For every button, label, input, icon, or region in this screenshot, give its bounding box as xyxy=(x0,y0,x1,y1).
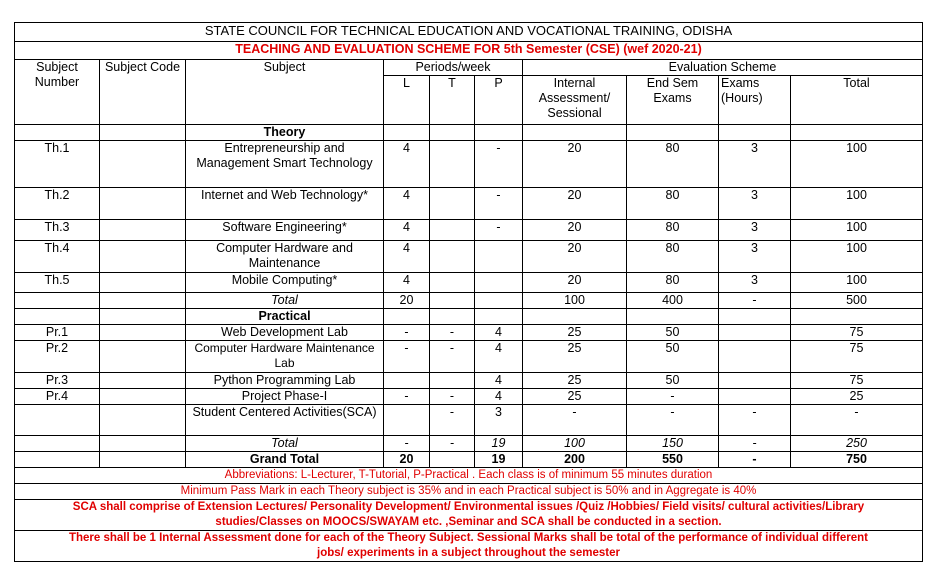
table-cell xyxy=(475,125,523,141)
table-cell: 3 xyxy=(719,220,791,241)
table-cell xyxy=(100,452,186,468)
teaching-evaluation-scheme-table xyxy=(14,22,923,562)
col-total: Total xyxy=(791,76,923,125)
table-cell: Total xyxy=(186,293,384,309)
table-cell xyxy=(627,309,719,325)
table-cell xyxy=(430,220,475,241)
table-cell xyxy=(791,309,923,325)
table-cell xyxy=(100,141,186,188)
table-cell: 75 xyxy=(791,325,923,341)
table-cell: 25 xyxy=(523,373,627,389)
table-cell: 20 xyxy=(523,241,627,273)
table-cell: - xyxy=(719,405,791,436)
table-cell xyxy=(719,309,791,325)
table-cell xyxy=(430,188,475,220)
table-cell xyxy=(15,405,100,436)
table-cell xyxy=(100,373,186,389)
table-cell xyxy=(627,125,719,141)
table-cell xyxy=(15,293,100,309)
col-subject-code: Subject Code xyxy=(100,60,186,125)
table-cell xyxy=(719,341,791,373)
table-row xyxy=(15,241,923,273)
theory-total-row xyxy=(15,293,923,309)
table-cell: 4 xyxy=(384,141,430,188)
subject-cell: Computer Hardware Maintenance Lab xyxy=(186,341,384,373)
table-cell: 4 xyxy=(384,273,430,293)
table-cell: - xyxy=(430,325,475,341)
table-cell: 20 xyxy=(523,273,627,293)
table-cell: - xyxy=(475,220,523,241)
table-cell: Th.3 xyxy=(15,220,100,241)
table-cell: 25 xyxy=(791,389,923,405)
col-end-sem: End Sem Exams xyxy=(627,76,719,125)
subject-cell: Entrepreneurship and Management Smart Technology xyxy=(186,141,384,188)
table-cell: Grand Total xyxy=(186,452,384,468)
practical-total-row xyxy=(15,436,923,452)
table-cell: 4 xyxy=(475,341,523,373)
table-cell: 100 xyxy=(791,188,923,220)
table-cell: 200 xyxy=(523,452,627,468)
table-cell: 4 xyxy=(384,241,430,273)
table-cell xyxy=(430,241,475,273)
table-cell: 80 xyxy=(627,273,719,293)
col-t: T xyxy=(430,76,475,125)
subject-cell: Internet and Web Technology* xyxy=(186,188,384,220)
table-cell: 100 xyxy=(791,141,923,188)
table-cell: - xyxy=(384,389,430,405)
table-row xyxy=(15,373,923,389)
table-cell xyxy=(100,188,186,220)
table-cell: 4 xyxy=(475,389,523,405)
table-cell: 3 xyxy=(719,241,791,273)
subject-cell: Python Programming Lab xyxy=(186,373,384,389)
col-internal-assessment: Internal Assessment/ Sessional xyxy=(523,76,627,125)
table-cell: - xyxy=(719,293,791,309)
table-cell: 750 xyxy=(791,452,923,468)
table-cell xyxy=(430,373,475,389)
table-cell xyxy=(384,125,430,141)
table-cell xyxy=(430,273,475,293)
table-cell xyxy=(475,309,523,325)
table-cell: - xyxy=(627,389,719,405)
table-cell xyxy=(100,220,186,241)
table-cell: Pr.3 xyxy=(15,373,100,389)
col-subject-number: Subject Number xyxy=(15,60,100,125)
table-cell xyxy=(430,293,475,309)
table-cell xyxy=(100,241,186,273)
table-cell: 75 xyxy=(791,341,923,373)
sca-note xyxy=(15,500,923,531)
table-cell: 20 xyxy=(384,293,430,309)
table-cell xyxy=(719,389,791,405)
table-cell xyxy=(100,273,186,293)
table-cell xyxy=(523,125,627,141)
col-exams-hours: Exams (Hours) xyxy=(719,76,791,125)
table-cell: 100 xyxy=(791,220,923,241)
table-cell xyxy=(100,436,186,452)
table-cell: 20 xyxy=(384,452,430,468)
table-cell: Th.4 xyxy=(15,241,100,273)
table-cell: 250 xyxy=(791,436,923,452)
table-cell: - xyxy=(719,436,791,452)
table-cell: 25 xyxy=(523,341,627,373)
theory-heading: Theory xyxy=(186,125,384,141)
subject-cell: Web Development Lab xyxy=(186,325,384,341)
table-cell: 20 xyxy=(523,141,627,188)
subject-cell: Mobile Computing* xyxy=(186,273,384,293)
note-line: jobs/ experiments in a subject throughout the semester xyxy=(317,547,620,559)
table-cell: 80 xyxy=(627,241,719,273)
table-cell: 100 xyxy=(523,436,627,452)
table-cell xyxy=(100,309,186,325)
pass-mark-note: Minimum Pass Mark in each Theory subject is 35% and in each Practical subject is 50% and in Aggregate is 40% xyxy=(15,484,923,500)
table-cell xyxy=(475,241,523,273)
table-cell: Th.2 xyxy=(15,188,100,220)
table-cell xyxy=(100,341,186,373)
table-cell xyxy=(15,452,100,468)
table-cell: 3 xyxy=(719,188,791,220)
table-cell: Th.1 xyxy=(15,141,100,188)
table-cell: 550 xyxy=(627,452,719,468)
table-cell xyxy=(430,125,475,141)
table-cell: 25 xyxy=(523,389,627,405)
table-cell xyxy=(100,405,186,436)
table-cell: 50 xyxy=(627,373,719,389)
table-cell: Pr.4 xyxy=(15,389,100,405)
table-cell: - xyxy=(791,405,923,436)
table-cell: - xyxy=(430,405,475,436)
table-cell: 19 xyxy=(475,436,523,452)
table-cell: 50 xyxy=(627,341,719,373)
subject-cell: Student Centered Activities(SCA) xyxy=(186,405,384,436)
table-cell: 400 xyxy=(627,293,719,309)
subject-cell: Project Phase-I xyxy=(186,389,384,405)
council-title: STATE COUNCIL FOR TECHNICAL EDUCATION AND VOCATIONAL TRAINING, ODISHA xyxy=(15,23,923,42)
table-cell: 20 xyxy=(523,188,627,220)
table-cell xyxy=(475,273,523,293)
table-cell xyxy=(100,293,186,309)
col-evaluation-scheme: Evaluation Scheme xyxy=(523,60,923,76)
table-cell xyxy=(384,309,430,325)
table-cell: 100 xyxy=(791,241,923,273)
table-cell: - xyxy=(384,436,430,452)
table-cell: Th.5 xyxy=(15,273,100,293)
table-cell xyxy=(430,309,475,325)
subject-cell: Software Engineering* xyxy=(186,220,384,241)
table-row xyxy=(15,220,923,241)
table-cell: - xyxy=(430,341,475,373)
table-cell xyxy=(523,309,627,325)
subject-cell: Computer Hardware and Maintenance xyxy=(186,241,384,273)
table-cell: 20 xyxy=(523,220,627,241)
internal-assessment-note xyxy=(15,531,923,562)
table-cell xyxy=(430,452,475,468)
table-cell xyxy=(384,373,430,389)
table-cell xyxy=(15,309,100,325)
practical-heading: Practical xyxy=(186,309,384,325)
table-row xyxy=(15,188,923,220)
table-row xyxy=(15,141,923,188)
table-cell: 80 xyxy=(627,188,719,220)
note-line: SCA shall comprise of Extension Lectures/ Personality Development/ Environmental issues /Quiz /Hobbies/ Field visits/ cultural activities/Library xyxy=(72,501,865,513)
table-cell xyxy=(100,125,186,141)
table-cell: 4 xyxy=(475,373,523,389)
note-line: studies/Classes on MOOCS/SWAYAM etc. ,Seminar and SCA shall be conducted in a section. xyxy=(215,516,722,528)
table-row xyxy=(15,273,923,293)
table-cell: Total xyxy=(186,436,384,452)
table-cell: 4 xyxy=(384,188,430,220)
table-cell: 75 xyxy=(791,373,923,389)
table-row xyxy=(15,341,923,373)
col-l: L xyxy=(384,76,430,125)
table-cell: 100 xyxy=(523,293,627,309)
table-cell xyxy=(719,125,791,141)
note-line: There shall be 1 Internal Assessment done for each of the Theory Subject. Sessional Marks shall be total of the performance of individual different xyxy=(68,532,868,544)
table-cell xyxy=(100,389,186,405)
col-subject: Subject xyxy=(186,60,384,125)
table-cell: - xyxy=(430,436,475,452)
table-cell: Pr.1 xyxy=(15,325,100,341)
table-row xyxy=(15,325,923,341)
table-cell xyxy=(791,125,923,141)
table-row xyxy=(15,389,923,405)
table-cell: 3 xyxy=(719,273,791,293)
col-p: P xyxy=(475,76,523,125)
table-cell: 50 xyxy=(627,325,719,341)
table-cell: 80 xyxy=(627,220,719,241)
abbreviations-note: Abbreviations: L-Lecturer, T-Tutorial, P-Practical . Each class is of minimum 55 minutes duration xyxy=(15,468,923,484)
table-cell: - xyxy=(384,325,430,341)
col-periods-week: Periods/week xyxy=(384,60,523,76)
table-cell: 3 xyxy=(719,141,791,188)
table-row xyxy=(15,405,923,436)
table-cell xyxy=(475,293,523,309)
table-cell xyxy=(15,125,100,141)
scheme-title: TEACHING AND EVALUATION SCHEME FOR 5th Semester (CSE) (wef 2020-21) xyxy=(15,42,923,60)
table-cell: - xyxy=(627,405,719,436)
table-cell: - xyxy=(384,341,430,373)
table-cell xyxy=(719,325,791,341)
table-cell xyxy=(15,436,100,452)
table-cell: 4 xyxy=(475,325,523,341)
table-cell xyxy=(100,325,186,341)
table-cell: 3 xyxy=(475,405,523,436)
table-cell xyxy=(384,405,430,436)
table-cell: 80 xyxy=(627,141,719,188)
table-cell: 19 xyxy=(475,452,523,468)
table-cell: 100 xyxy=(791,273,923,293)
table-cell xyxy=(719,373,791,389)
table-cell xyxy=(430,141,475,188)
table-cell: - xyxy=(475,141,523,188)
table-cell: - xyxy=(523,405,627,436)
table-cell: Pr.2 xyxy=(15,341,100,373)
grand-total-row xyxy=(15,452,923,468)
table-cell: - xyxy=(430,389,475,405)
table-cell: 150 xyxy=(627,436,719,452)
table-cell: 4 xyxy=(384,220,430,241)
table-cell: - xyxy=(719,452,791,468)
table-cell: 500 xyxy=(791,293,923,309)
table-cell: - xyxy=(475,188,523,220)
table-cell: 25 xyxy=(523,325,627,341)
